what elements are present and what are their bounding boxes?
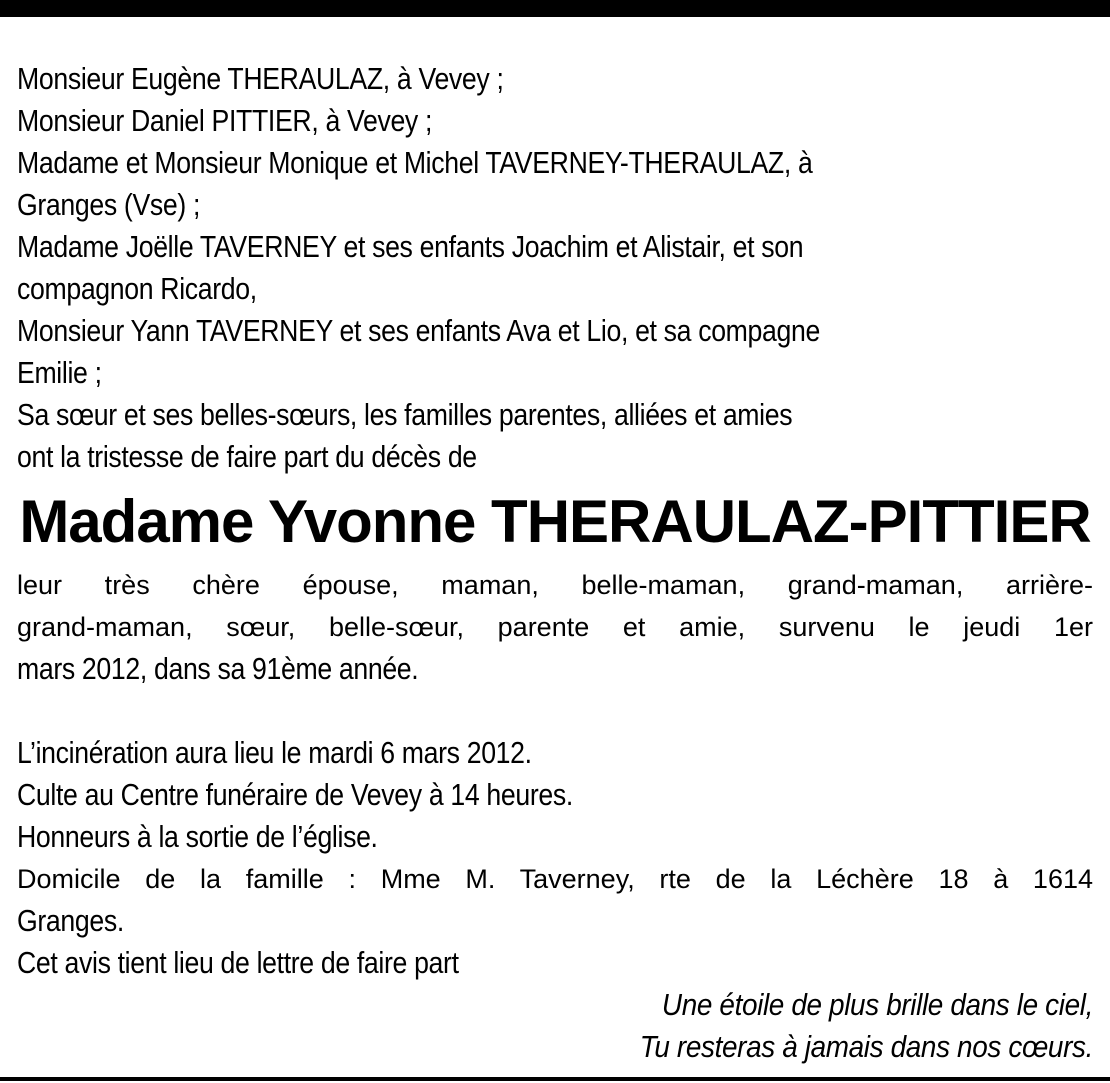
ceremony-line: Granges. xyxy=(17,903,124,938)
relation-line: grand-maman, sœur, belle-sœur, parente et amie, survenu le jeudi 1er xyxy=(17,612,1093,642)
announcer-line: Monsieur Yann TAVERNEY et ses enfants Ava et Lio, et sa compagne xyxy=(17,313,820,348)
deceased-name-heading: Madame Yvonne THERAULAZ-PITTIER xyxy=(19,488,1091,555)
relation-line: mars 2012, dans sa 91ème année. xyxy=(17,651,419,686)
paragraph-gap xyxy=(17,690,1093,732)
announcer-line: Granges (Vse) ; xyxy=(17,187,201,222)
announcer-line: compagnon Ricardo, xyxy=(17,271,257,306)
ceremony-line: Cet avis tient lieu de lettre de faire part xyxy=(17,945,459,980)
announcer-line: Madame et Monsieur Monique et Michel TAVERNEY-THERAULAZ, à xyxy=(17,145,813,180)
ceremony-line: Domicile de la famille : Mme M. Taverney, rte de la Léchère 18 à 1614 xyxy=(17,864,1093,894)
relation-line: leur très chère épouse, maman, belle-maman, grand-maman, arrière- xyxy=(17,570,1093,600)
announcers-block xyxy=(17,58,1093,478)
epitaph-line: Tu resteras à jamais dans nos cœurs. xyxy=(639,1029,1093,1064)
announcer-line: ont la tristesse de faire part du décès de xyxy=(17,439,477,474)
epitaph-block xyxy=(17,984,1093,1068)
announcer-line: Sa sœur et ses belles-sœurs, les familles parentes, alliées et amies xyxy=(17,397,793,432)
announcer-line: Madame Joëlle TAVERNEY et ses enfants Joachim et Alistair, et son xyxy=(17,229,804,264)
epitaph-line: Une étoile de plus brille dans le ciel, xyxy=(661,987,1093,1022)
obituary-notice xyxy=(17,58,1093,1068)
ceremony-block xyxy=(17,732,1093,984)
announcer-line: Emilie ; xyxy=(17,355,102,390)
ceremony-line: Culte au Centre funéraire de Vevey à 14 heures. xyxy=(17,777,573,812)
ceremony-line: L’incinération aura lieu le mardi 6 mars 2012. xyxy=(17,735,532,770)
ceremony-line: Honneurs à la sortie de l’église. xyxy=(17,819,378,854)
announcer-line: Monsieur Daniel PITTIER, à Vevey ; xyxy=(17,103,433,138)
announcer-line: Monsieur Eugène THERAULAZ, à Vevey ; xyxy=(17,61,504,96)
bottom-border-rule xyxy=(0,1077,1110,1081)
top-border-rule xyxy=(0,0,1110,17)
relation-block xyxy=(17,564,1093,690)
